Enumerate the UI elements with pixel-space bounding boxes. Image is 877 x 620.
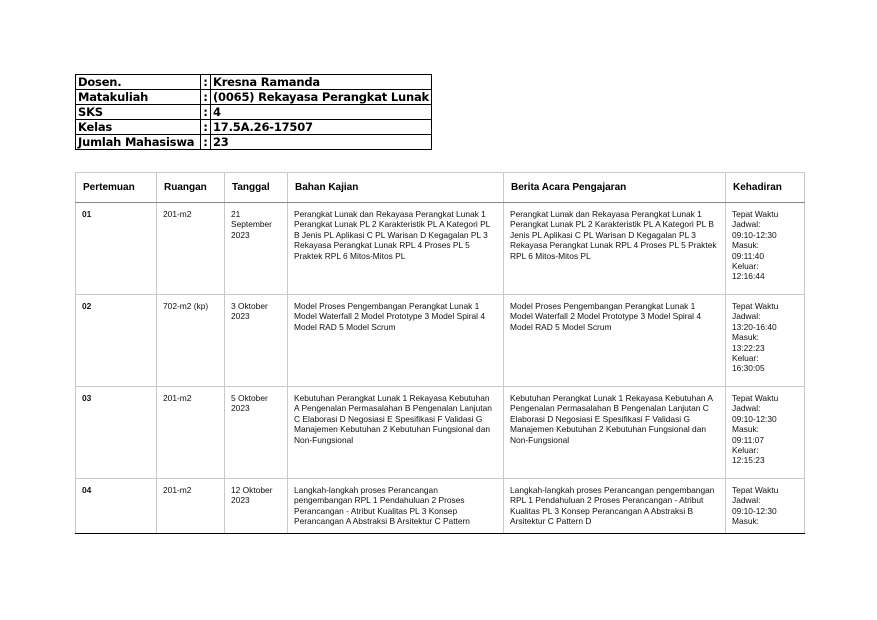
table-header-row	[76, 173, 805, 203]
cell-tanggal: 5 Oktober 2023	[225, 387, 288, 479]
info-row-jumlah-mahasiswa	[76, 135, 432, 150]
info-row-matakuliah	[76, 90, 432, 105]
cell-tanggal: 21 September 2023	[225, 203, 288, 295]
cell-ruangan: 201-m2	[157, 387, 225, 479]
info-row-dosen	[76, 75, 432, 90]
cell-kehadiran	[726, 203, 805, 295]
keluar-value: 12:16:44	[732, 271, 765, 282]
kehadiran-status: Tepat Waktu	[732, 209, 779, 219]
info-separator: :	[201, 90, 211, 105]
info-value: 23	[211, 135, 432, 150]
cell-tanggal: 12 Oktober 2023	[225, 479, 288, 534]
cell-bahan-kajian	[288, 479, 504, 534]
keluar-value: 12:15:23	[732, 455, 765, 466]
kehadiran-status: Tepat Waktu	[732, 301, 779, 311]
info-value: Kresna Ramanda	[211, 75, 432, 90]
masuk-label: Masuk:	[732, 240, 759, 251]
cell-ruangan: 702-m2 (kp)	[157, 295, 225, 387]
cell-kehadiran	[726, 295, 805, 387]
jadwal-label: Jadwal:	[732, 311, 761, 322]
jadwal-value: 09:10-12:30	[732, 229, 777, 240]
cell-berita-acara: Model Proses Pengembangan Perangkat Lunak 1 Model Waterfall 2 Model Prototype 3 Model Spiral 4 Model RAD 5 Model Scrum	[504, 295, 726, 387]
keluar-label: Keluar:	[732, 353, 759, 364]
attendance-table	[75, 172, 805, 534]
cell-tanggal: 3 Oktober 2023	[225, 295, 288, 387]
masuk-label: Masuk:	[732, 424, 759, 435]
info-separator: :	[201, 75, 211, 90]
jadwal-value: 09:10-12:30	[732, 505, 777, 516]
cell-kehadiran	[726, 479, 805, 534]
cell-bahan-kajian: Model Proses Pengembangan Perangkat Lunak 1 Model Waterfall 2 Model Prototype 3 Model Spiral 4 Model RAD 5 Model Scrum	[288, 295, 504, 387]
cell-pertemuan: 01	[76, 203, 157, 295]
header-ruangan: Ruangan	[157, 173, 225, 203]
table-row	[76, 295, 805, 387]
masuk-label: Masuk:	[732, 332, 759, 343]
header-kehadiran: Kehadiran	[726, 173, 805, 203]
cell-ruangan: 201-m2	[157, 479, 225, 534]
info-label: Kelas	[76, 120, 201, 135]
cell-berita-acara: Perangkat Lunak dan Rekayasa Perangkat Lunak 1 Perangkat Lunak PL 2 Karakteristik PL A Kategori PL B Jenis PL Aplikasi C PL Warisan D Kegagalan PL 3 Rekayasa Perangkat Lunak RPL 4 Proses PL 5 Praktek RPL 6 Mitos-Mitos PL	[504, 203, 726, 295]
berita-acara-text: Langkah-langkah proses Perancangan pengembangan RPL 1 Pendahuluan 2 Proses Perancangan - Atribut Kualitas PL 3 Konsep Perancangan A Abstraksi B Arsitektur C Pattern D	[510, 485, 715, 527]
info-label: SKS	[76, 105, 201, 120]
keluar-label: Keluar:	[732, 445, 759, 456]
header-tanggal: Tanggal	[225, 173, 288, 203]
masuk-value: 13:22:23	[732, 342, 765, 353]
info-label: Jumlah Mahasiswa	[76, 135, 201, 150]
cell-ruangan: 201-m2	[157, 203, 225, 295]
keluar-label: Keluar:	[732, 261, 759, 272]
info-value: (0065) Rekayasa Perangkat Lunak	[211, 90, 432, 105]
masuk-value: 09:11:40	[732, 250, 764, 261]
cell-berita-acara	[504, 479, 726, 534]
header-bahan-kajian: Bahan Kajian	[288, 173, 504, 203]
jadwal-label: Jadwal:	[732, 219, 761, 230]
info-row-kelas	[76, 120, 432, 135]
masuk-label: Masuk:	[732, 516, 759, 527]
table-row	[76, 387, 805, 479]
info-value: 4	[211, 105, 432, 120]
info-row-sks	[76, 105, 432, 120]
header-pertemuan: Pertemuan	[76, 173, 157, 203]
info-value: 17.5A.26-17507	[211, 120, 432, 135]
jadwal-value: 13:20-16:40	[732, 321, 777, 332]
table-row	[76, 203, 805, 295]
cell-bahan-kajian: Kebutuhan Perangkat Lunak 1 Rekayasa Kebutuhan A Pengenalan Permasalahan B Pengenalan Lanjutan C Elaborasi D Negosiasi E Spesifikasi F Validasi G Manajemen Kebutuhan 2 Kebutuhan Fungsional dan Non-Fungsional	[288, 387, 504, 479]
keluar-value: 16:30:05	[732, 363, 765, 374]
masuk-value: 09:11:07	[732, 434, 764, 445]
cell-pertemuan: 03	[76, 387, 157, 479]
header-berita-acara: Berita Acara Pengajaran	[504, 173, 726, 203]
table-row	[76, 479, 805, 534]
info-label: Matakuliah	[76, 90, 201, 105]
info-label: Dosen.	[76, 75, 201, 90]
jadwal-value: 09:10-12:30	[732, 413, 777, 424]
cell-berita-acara: Kebutuhan Perangkat Lunak 1 Rekayasa Kebutuhan A Pengenalan Permasalahan B Pengenalan Lanjutan C Elaborasi D Negosiasi E Spesifikasi F Validasi G Manajemen Kebutuhan 2 Kebutuhan Fungsional dan Non-Fungsional	[504, 387, 726, 479]
info-separator: :	[201, 135, 211, 150]
info-separator: :	[201, 105, 211, 120]
kehadiran-status: Tepat Waktu	[732, 393, 779, 403]
jadwal-label: Jadwal:	[732, 495, 761, 506]
jadwal-label: Jadwal:	[732, 403, 761, 414]
kehadiran-status: Tepat Waktu	[732, 485, 779, 495]
cell-pertemuan: 02	[76, 295, 157, 387]
bahan-kajian-text: Langkah-langkah proses Perancangan pengembangan RPL 1 Pendahuluan 2 Proses Perancangan - Atribut Kualitas PL 3 Konsep Perancangan A Abstraksi B Arsitektur C Pattern	[294, 485, 470, 527]
kehadiran-clip	[732, 485, 798, 527]
cell-kehadiran	[726, 387, 805, 479]
cell-bahan-kajian: Perangkat Lunak dan Rekayasa Perangkat Lunak 1 Perangkat Lunak PL 2 Karakteristik PL A Kategori PL B Jenis PL Aplikasi C PL Warisan D Kegagalan PL 3 Rekayasa Perangkat Lunak RPL 4 Proses PL 5 Praktek RPL 6 Mitos-Mitos PL	[288, 203, 504, 295]
info-separator: :	[201, 120, 211, 135]
course-info-table	[75, 74, 432, 150]
cell-pertemuan: 04	[76, 479, 157, 534]
